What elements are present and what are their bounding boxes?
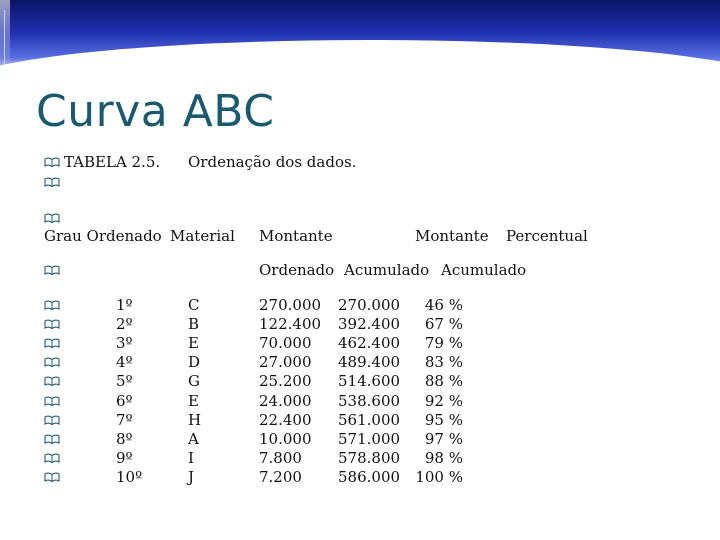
header-dash: [4, 10, 5, 65]
header-montante: Montante: [259, 227, 333, 245]
cell-montante: 7.200: [259, 468, 302, 486]
cell-material: C: [188, 296, 200, 314]
cell-montante: 22.400: [259, 411, 312, 429]
cell-grau: 1º: [116, 296, 133, 314]
cell-acumulado: 462.400: [338, 334, 401, 352]
cell-montante: 7.800: [259, 449, 302, 467]
cell-montante: 270.000: [259, 296, 322, 314]
cell-acumulado: 586.000: [338, 468, 401, 486]
cell-montante: 70.000: [259, 334, 312, 352]
cell-percentual: 98 %: [424, 449, 463, 467]
header-accent: [0, 0, 10, 72]
cell-grau: 9º: [116, 449, 133, 467]
cell-grau: 10º: [116, 468, 143, 486]
bullet-icon: [44, 471, 60, 483]
header-montante-acum: Montante: [415, 227, 489, 245]
bullet-icon: [44, 156, 60, 168]
cell-acumulado: 392.400: [338, 315, 401, 333]
cell-percentual: 88 %: [424, 372, 463, 390]
bullet-icon: [44, 337, 60, 349]
cell-material: A: [188, 430, 199, 448]
cell-material: D: [188, 353, 201, 371]
header-acumulado-1: Acumulado: [344, 261, 430, 279]
cell-grau: 6º: [116, 392, 133, 410]
cell-acumulado: 270.000: [338, 296, 401, 314]
cell-material: G: [188, 372, 200, 390]
cell-percentual: 95 %: [424, 411, 463, 429]
bullet-icon: [44, 299, 60, 311]
cell-grau: 7º: [116, 411, 133, 429]
bullet-icon: [44, 414, 60, 426]
bullet-icon: [44, 433, 60, 445]
header-grau: Grau Ordenado: [44, 227, 162, 245]
cell-acumulado: 561.000: [338, 411, 401, 429]
cell-grau: 2º: [116, 315, 133, 333]
slide-title: Curva ABC: [36, 86, 275, 137]
cell-grau: 5º: [116, 372, 133, 390]
cell-material: E: [188, 334, 199, 352]
cell-acumulado: 514.600: [338, 372, 401, 390]
cell-montante: 27.000: [259, 353, 312, 371]
cell-percentual: 46 %: [424, 296, 463, 314]
header-ordenado: Ordenado: [259, 261, 335, 279]
cell-material: H: [188, 411, 202, 429]
bullet-icon: [44, 212, 60, 224]
cell-grau: 3º: [116, 334, 133, 352]
cell-acumulado: 571.000: [338, 430, 401, 448]
cell-montante: 25.200: [259, 372, 312, 390]
cell-material: I: [188, 449, 194, 467]
cell-montante: 122.400: [259, 315, 322, 333]
cell-acumulado: 489.400: [338, 353, 401, 371]
bullet-icon: [44, 318, 60, 330]
cell-material: J: [188, 468, 195, 486]
cell-acumulado: 578.800: [338, 449, 401, 467]
table-label: TABELA 2.5.: [64, 153, 161, 171]
header-swoosh: [0, 40, 720, 72]
cell-percentual: 67 %: [424, 315, 463, 333]
bullet-icon: [44, 264, 60, 276]
bullet-icon: [44, 356, 60, 368]
cell-percentual: 83 %: [424, 353, 463, 371]
cell-montante: 24.000: [259, 392, 312, 410]
cell-percentual: 97 %: [424, 430, 463, 448]
header-acumulado-2: Acumulado: [441, 261, 527, 279]
header-material: Material: [170, 227, 235, 245]
cell-material: B: [188, 315, 200, 333]
bullet-icon: [44, 452, 60, 464]
cell-percentual: 92 %: [424, 392, 463, 410]
header-band: [0, 0, 720, 72]
cell-grau: 8º: [116, 430, 133, 448]
table-subtitle: Ordenação dos dados.: [188, 153, 357, 171]
bullet-icon: [44, 176, 60, 188]
header-percentual: Percentual: [506, 227, 588, 245]
bullet-icon: [44, 375, 60, 387]
cell-percentual: 79 %: [424, 334, 463, 352]
cell-material: E: [188, 392, 199, 410]
cell-percentual: 100 %: [415, 468, 463, 486]
cell-acumulado: 538.600: [338, 392, 401, 410]
cell-grau: 4º: [116, 353, 133, 371]
cell-montante: 10.000: [259, 430, 312, 448]
bullet-icon: [44, 395, 60, 407]
